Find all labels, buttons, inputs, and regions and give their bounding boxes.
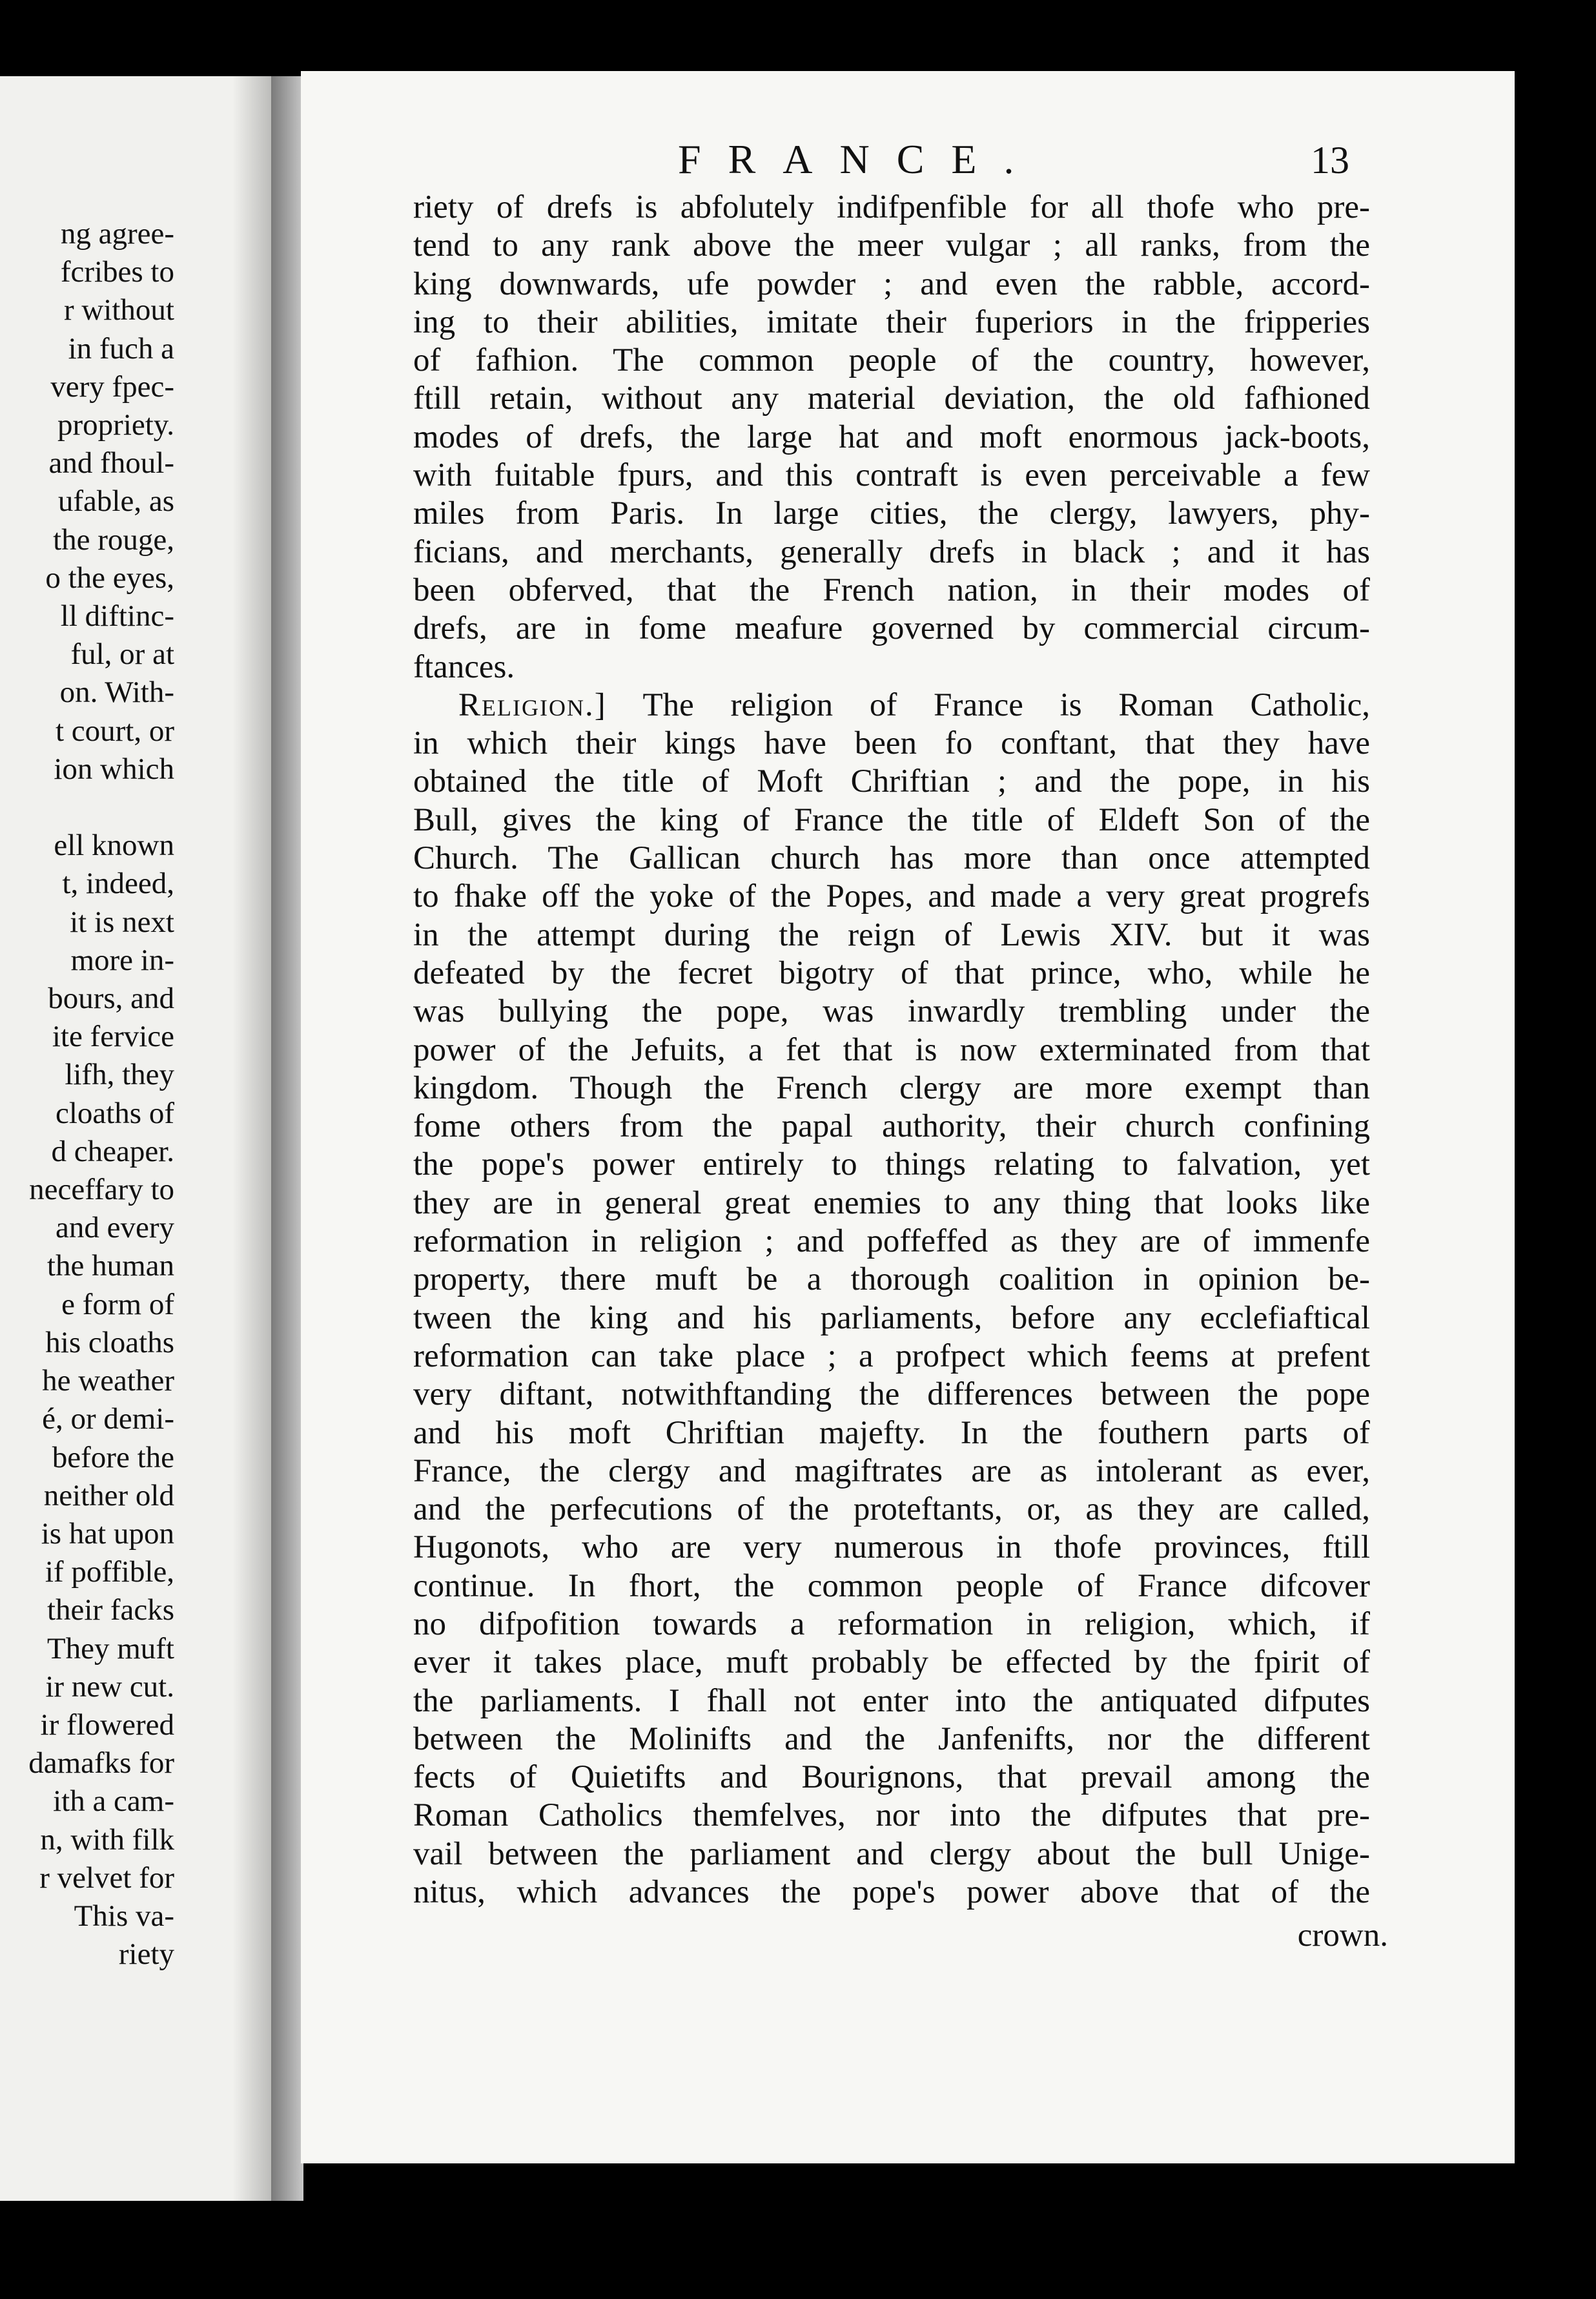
left-page-line: more in- xyxy=(70,943,174,977)
left-page-line: neceffary to xyxy=(29,1173,174,1207)
text-line: riety of drefs is abfolutely indifpenfible for all thofe who pre- xyxy=(413,189,1370,225)
text-line: drefs, are in fome meafure governed by commercial circum- xyxy=(413,610,1370,647)
text-line: with fuitable fpurs, and this contraft is even perceivable a few xyxy=(413,457,1370,494)
text-line: between the Molinifts and the Janfenifts, nor the different xyxy=(413,1720,1370,1757)
left-page-fold-shadow xyxy=(232,76,271,2201)
text-line: ficians, and merchants, generally drefs in black ; and it has xyxy=(413,533,1370,570)
left-page-line: riety xyxy=(118,1937,174,1972)
text-line: nitus, which advances the pope's power above that of the xyxy=(413,1874,1370,1911)
text-line: in the attempt during the reign of Lewis XIV. but it was xyxy=(413,916,1370,953)
text-line: they are in general great enemies to any thing that looks like xyxy=(413,1184,1370,1221)
text-line: fome others from the papal authority, their church confining xyxy=(413,1108,1370,1145)
text-line: reformation in religion ; and poffeffed as they are of immenfe xyxy=(413,1223,1370,1260)
left-page-line: r velvet for xyxy=(39,1861,174,1895)
catchword: crown. xyxy=(1297,1917,1388,1954)
text-line: and his moft Chriftian majefty. In the fouthern parts of xyxy=(413,1414,1370,1451)
religion-paragraph-opening: The religion of France is Roman Catholic, xyxy=(606,686,1370,723)
text-line: ftill retain, without any material deviation, the old fafhioned xyxy=(413,380,1370,417)
text-line: of fafhion. The common people of the country, however, xyxy=(413,342,1370,379)
book-gutter xyxy=(271,76,303,2201)
left-page-line: ufable, as xyxy=(57,484,174,519)
text-line: ing to their abilities, imitate their fuperiors in the fripperies xyxy=(413,304,1370,340)
left-page-line: ite fervice xyxy=(52,1020,174,1054)
left-page-line: t, indeed, xyxy=(62,867,174,901)
left-page-line: the human xyxy=(46,1249,174,1283)
text-line: the parliaments. I fhall not enter into the antiquated difputes xyxy=(413,1682,1370,1719)
left-page-line: and fhoul- xyxy=(48,446,174,480)
text-line: Roman Catholics themfelves, nor into the difputes that pre- xyxy=(413,1797,1370,1834)
left-page-line: before the xyxy=(52,1440,174,1474)
left-page-line: in fuch a xyxy=(68,331,174,366)
left-page-line: the rouge, xyxy=(53,522,174,557)
left-page-line: if poffible, xyxy=(45,1555,174,1589)
left-page-line: it is next xyxy=(70,905,174,939)
text-line: been obferved, that the French nation, in their modes of xyxy=(413,572,1370,608)
left-page-line: o the eyes, xyxy=(45,561,174,595)
left-page-line: fcribes to xyxy=(60,255,174,289)
page-number: 13 xyxy=(1311,139,1349,181)
left-page-line: d cheaper. xyxy=(51,1134,174,1168)
text-line: fects of Quietifts and Bourignons, that prevail among the xyxy=(413,1759,1370,1796)
left-page-line: bours, and xyxy=(48,982,174,1016)
text-line: to fhake off the yoke of the Popes, and made a very great progrefs xyxy=(413,878,1370,915)
text-line: the pope's power entirely to things relating to falvation, yet xyxy=(413,1146,1370,1183)
left-page-line: their facks xyxy=(46,1593,174,1627)
text-line: Hugonots, who are very numerous in thofe provinces, ftill xyxy=(413,1529,1370,1566)
religion-heading: Religion.] xyxy=(458,686,607,723)
left-page-line: ion which xyxy=(54,752,174,786)
left-page-line: They muft xyxy=(46,1631,174,1665)
left-page-line: cloaths of xyxy=(55,1096,174,1130)
left-page-line: damafks for xyxy=(28,1746,174,1780)
left-page-line: lifh, they xyxy=(65,1058,174,1092)
text-line: and the perfecutions of the proteftants, or, as they are called, xyxy=(413,1491,1370,1528)
left-page-line: ell known xyxy=(54,829,174,863)
running-head: FRANCE. xyxy=(678,136,1041,182)
text-line: continue. In fhort, the common people of France difcover xyxy=(413,1567,1370,1604)
left-page-line: propriety. xyxy=(57,408,174,442)
left-page-line: his cloaths xyxy=(45,1325,174,1359)
text-line: France, the clergy and magiftrates are as intolerant as ever, xyxy=(413,1452,1370,1489)
left-page-line: on. With- xyxy=(59,675,174,710)
text-line: ftances. xyxy=(413,648,515,685)
text-line: reformation can take place ; a profpect which feems at prefent xyxy=(413,1337,1370,1374)
body-text xyxy=(413,189,1370,1912)
left-page-line: t court, or xyxy=(55,714,174,748)
left-page-line: ful, or at xyxy=(70,637,174,672)
left-page-line: neither old xyxy=(43,1478,174,1512)
text-line: obtained the title of Moft Chriftian ; and the pope, in his xyxy=(413,763,1370,800)
left-page-line: he weather xyxy=(42,1364,174,1398)
left-page-line: r without xyxy=(63,293,174,327)
left-page-line: This va- xyxy=(74,1899,174,1933)
left-page-line: ir flowered xyxy=(40,1707,174,1742)
text-line: modes of drefs, the large hat and moft enormous jack-boots, xyxy=(413,418,1370,455)
text-line: miles from Paris. In large cities, the clergy, lawyers, phy- xyxy=(413,495,1370,532)
left-page-line: and every xyxy=(56,1211,174,1245)
left-page-text xyxy=(28,215,174,1974)
left-page-line: n, with filk xyxy=(40,1822,174,1857)
text-line: property, there muft be a thorough coalition in opinion be- xyxy=(413,1261,1370,1298)
left-page-line: é, or demi- xyxy=(42,1402,174,1436)
text-line: tween the king and his parliaments, before any ecclefiaftical xyxy=(413,1299,1370,1336)
text-line: tend to any rank above the meer vulgar ; all ranks, from the xyxy=(413,227,1370,264)
left-page-line: very fpec- xyxy=(50,369,174,404)
text-line: defeated by the fecret bigotry of that prince, who, while he xyxy=(413,954,1370,991)
text-line: king downwards, ufe powder ; and even the rabble, accord- xyxy=(413,265,1370,302)
religion-paragraph-first-line xyxy=(413,686,1370,725)
text-line: no difpofition towards a reformation in religion, which, if xyxy=(413,1605,1370,1642)
text-line: kingdom. Though the French clergy are more exempt than xyxy=(413,1069,1370,1106)
text-line: was bullying the pope, was inwardly trembling under the xyxy=(413,993,1370,1030)
left-page-line: ll diftinc- xyxy=(60,599,174,634)
text-line: Bull, gives the king of France the title of Eldeft Son of the xyxy=(413,801,1370,838)
left-page-line: ir new cut. xyxy=(45,1669,174,1704)
left-page-line: is hat upon xyxy=(41,1516,174,1551)
text-line: vail between the parliament and clergy about the bull Unige- xyxy=(413,1835,1370,1872)
left-page xyxy=(0,76,271,2201)
text-line: power of the Jefuits, a fet that is now exterminated from that xyxy=(413,1031,1370,1068)
left-page-line: e form of xyxy=(61,1287,174,1321)
text-line: ever it takes place, muft probably be effected by the fpirit of xyxy=(413,1644,1370,1681)
left-page-line xyxy=(28,789,174,827)
text-line: very diftant, notwithftanding the differences between the pope xyxy=(413,1376,1370,1413)
text-line: in which their kings have been fo conftant, that they have xyxy=(413,725,1370,762)
left-page-line: ng agree- xyxy=(60,217,174,251)
left-page-line: ith a cam- xyxy=(53,1784,174,1819)
text-line: Church. The Gallican church has more than once attempted xyxy=(413,840,1370,877)
